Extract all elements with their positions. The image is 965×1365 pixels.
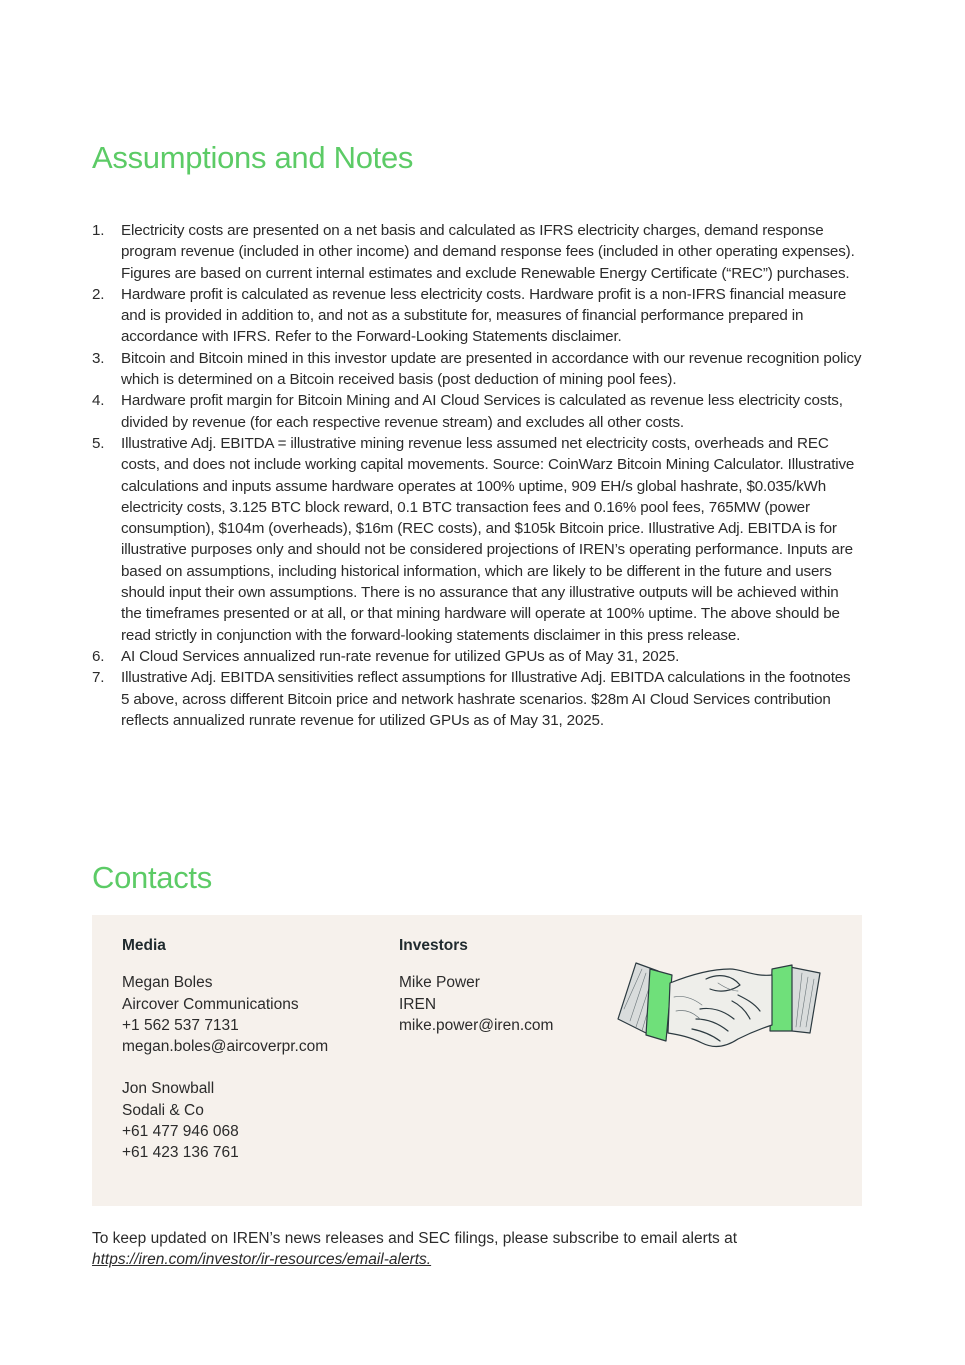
note-number: 2. — [92, 285, 105, 303]
contacts-panel — [92, 915, 862, 1206]
contact-name: Mike Power — [399, 974, 480, 992]
email-alerts-link[interactable]: https://iren.com/investor/ir-resources/email-alerts. — [92, 1251, 432, 1269]
contact-email[interactable]: megan.boles@aircoverpr.com — [122, 1038, 329, 1056]
note-number: 7. — [92, 669, 105, 687]
note-number: 4. — [92, 392, 105, 410]
note-item — [92, 348, 862, 391]
note-text: AI Cloud Services annualized run-rate revenue for utilized GPUs as of May 31, 2025. — [121, 647, 680, 665]
investor-contacts — [399, 935, 553, 1057]
contact-card — [122, 972, 328, 1057]
contact-name: Megan Boles — [122, 974, 213, 992]
note-item — [92, 433, 862, 646]
notes-heading: Assumptions and Notes — [92, 140, 414, 175]
contact-email[interactable]: mike.power@iren.com — [399, 1016, 554, 1034]
note-number: 5. — [92, 434, 105, 452]
note-item — [92, 390, 862, 433]
note-item — [92, 646, 862, 667]
note-item — [92, 284, 862, 348]
handshake-icon — [614, 939, 824, 1059]
contacts-heading: Contacts — [92, 860, 212, 895]
note-text: Hardware profit is calculated as revenue less electricity costs. Hardware profit is a non-IFRS financial measure and is provided in addition to, and not as a substitute for, measures of financial performance prepared in accordance with IFRS. Refer to the Forward-Looking Statements disclaimer. — [121, 285, 847, 346]
notes-list — [92, 220, 862, 731]
email-alerts-footer — [92, 1228, 872, 1271]
contact-org: IREN — [399, 995, 437, 1013]
contact-org: Aircover Communications — [122, 995, 299, 1013]
media-label: Media — [122, 937, 166, 954]
contact-phone: +61 477 946 068 — [122, 1123, 239, 1141]
note-item — [92, 667, 862, 731]
note-text: Electricity costs are presented on a net basis and calculated as IFRS electricity charges, demand response program revenue (included in other income) and demand response fees (included in other operating expenses). Figures are based on current internal estimates and exclude Renewable Energy Certificate (“REC”) purchases. — [121, 222, 855, 282]
note-text: Illustrative Adj. EBITDA = illustrative mining revenue less assumed net electricity costs, overheads and REC costs, and does not include working capital movements. Source: CoinWarz Bitcoin Mining Calculator. Illustrative calculations and inputs assume hardware operates at 100% uptime, 909 EH/s global hashrate, $0.035/kWh electricity costs, 3.125 BTC block reward, 0.1 BTC transaction fees and 0.16% pool fees, 765MW (power consumption), $104m (overheads), $16m (REC costs), and $105k Bitcoin price. Illustrative Adj. EBITDA is for illustrative purposes only and should not be considered projections of IREN’s operating performance. Inputs are based on assumptions, including historical information, which are likely to be different in the future and users should input their own assumptions. There is no assurance that any illustrative outputs will be achieved within the timeframes presented or at all, or that mining hardware will operate at 100% uptime. The above should be read strictly in conjunction with the forward-looking statements disclaimer in this press release. — [121, 434, 855, 644]
note-text: Illustrative Adj. EBITDA sensitivities reflect assumptions for Illustrative Adj. EBITDA calculations in the footnotes 5 above, across different Bitcoin price and network hashrate scenarios. $28m AI Cloud Services contribution reflects annualized runrate revenue for utilized GPUs as of May 31, 2025. — [121, 669, 851, 729]
contact-name: Jon Snowball — [122, 1080, 215, 1098]
contact-card — [399, 972, 553, 1036]
footer-text: To keep updated on IREN’s news releases and SEC filings, please subscribe to email alerts at — [92, 1230, 738, 1247]
note-number: 1. — [92, 222, 105, 239]
contact-phone-secondary: +61 423 136 761 — [122, 1144, 239, 1162]
note-item — [92, 220, 862, 284]
note-number: 3. — [92, 349, 105, 367]
contact-card — [122, 1078, 328, 1163]
note-text: Bitcoin and Bitcoin mined in this investor update are presented in accordance with our revenue recognition policy which is determined on a Bitcoin received basis (post deduction of mining pool fees). — [121, 349, 862, 389]
note-text: Hardware profit margin for Bitcoin Mining and AI Cloud Services is calculated as revenue less electricity costs, divided by revenue (for each respective revenue stream) and excludes all other costs. — [121, 392, 843, 431]
media-contacts — [122, 935, 328, 1185]
contact-phone: +1 562 537 7131 — [122, 1016, 239, 1034]
contact-org: Sodali & Co — [122, 1101, 204, 1119]
note-number: 6. — [92, 647, 105, 665]
investors-label: Investors — [399, 937, 468, 954]
